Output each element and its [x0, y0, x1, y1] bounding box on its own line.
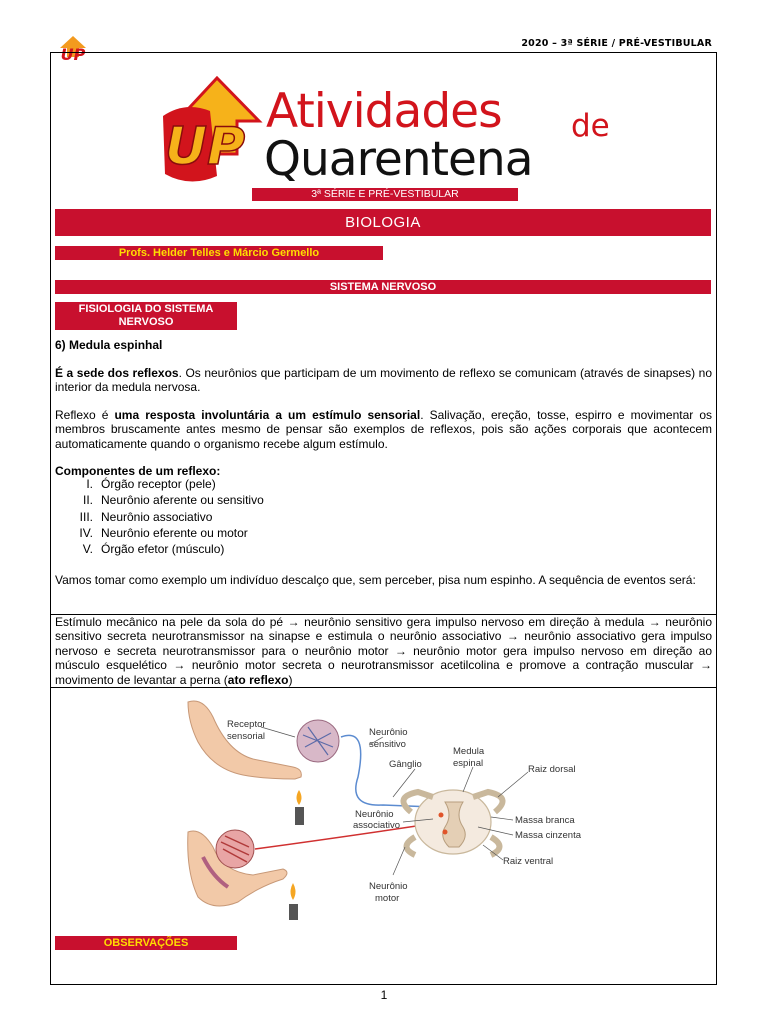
list-item-text: Órgão efetor (músculo): [101, 542, 225, 557]
list-item-text: Neurônio aferente ou sensitivo: [101, 493, 264, 508]
banner-title-line2: Quarentena: [264, 132, 533, 187]
page-number: 1: [380, 988, 388, 1002]
teachers-bar: Profs. Helder Telles e Márcio Germello: [55, 246, 383, 260]
list-item-text: Neurônio associativo: [101, 509, 213, 524]
label-associativo-line1: Neurônio: [355, 809, 394, 820]
banner-subtitle: 3ª SÉRIE E PRÉ-VESTIBULAR: [252, 188, 518, 201]
list-item: [55, 526, 264, 542]
label-sensitivo-line2: sensitivo: [369, 739, 406, 750]
label-motor-line1: Neurônio: [369, 881, 408, 892]
paragraph-reflex-definition: [55, 408, 712, 451]
label-raiz-dorsal: Raiz dorsal: [528, 764, 576, 775]
list-item-text: Neurônio eferente ou motor: [101, 525, 248, 540]
section-bar: FISIOLOGIA DO SISTEMA NERVOSO: [55, 302, 237, 330]
components-heading: Componentes de um reflexo:: [55, 464, 221, 478]
list-item-number: III.: [79, 509, 93, 524]
label-medula-line1: Medula: [453, 746, 485, 757]
label-receptor-line2: sensorial: [227, 731, 266, 742]
list-item-number: I.: [86, 477, 93, 491]
label-receptor-line1: Receptor: [227, 719, 266, 730]
paragraph-reflex-seat-rest: . Os neurônios que participam de um movimento de reflexo se comunicam (através de sinapses) no interior da medula nervosa.: [55, 366, 712, 395]
up-logo-small-text: UP: [60, 45, 86, 64]
label-ganglio: Gânglio: [389, 759, 422, 770]
paragraph-reflex-seat-bold: É a sede dos reflexos: [55, 366, 179, 380]
list-item-number: II.: [82, 493, 93, 508]
paragraph-reflex-definition-rest: . Salivação, ereção, tosse, espirro e movimentar os membros bruscamente antes mesmo de pensar são exemplos de reflexos, pois são ações corporais que acontecem automaticamente quando o organismo recebe algum estímulo.: [55, 408, 712, 451]
sequence-text: Estímulo mecânico na pele da sola do pé → neurônio sensitivo gera impulso nervoso em direção à medula → neurônio sensitivo secreta neurotransmissor na sinapse e estimula o neurônio associativo → neurônio associativo gera impulso nervoso e secreta neurotransmissor para o neurônio motor → neurônio motor gera impulso nervoso em direção ao músculo esquelético → neurônio motor secreta o neurotransmissor acetilcolina e promove a contração muscular → movimento de levantar a perna (: [55, 615, 712, 687]
up-logo: [155, 76, 265, 191]
list-item: [55, 493, 264, 509]
label-motor-line2: motor: [375, 893, 400, 904]
paragraph-reflex-seat: [55, 366, 712, 395]
list-item: [55, 542, 264, 558]
observations-bar: OBSERVAÇÕES: [55, 936, 237, 950]
paragraph-reflex-definition-start: Reflexo é: [55, 408, 115, 422]
list-item: [55, 510, 264, 526]
components-list: [55, 477, 264, 558]
question-heading: 6) Medula espinhal: [55, 338, 163, 352]
label-massa-cinzenta: Massa cinzenta: [515, 830, 582, 841]
topic-bar: SISTEMA NERVOSO: [55, 280, 711, 294]
label-medula-line2: espinal: [453, 758, 484, 769]
label-sensitivo-line1: Neurônio: [369, 727, 408, 738]
sequence-box-text: [55, 615, 712, 687]
divider-bottom: [50, 687, 717, 688]
paragraph-example: Vamos tomar como exemplo um indivíduo descalço que, sem perceber, pisa num espinho. A sequência de eventos será:: [55, 573, 696, 587]
paragraph-reflex-definition-bold: uma resposta involuntária a um estímulo sensorial: [114, 408, 421, 422]
list-item-number: IV.: [79, 525, 93, 540]
list-item-text: Órgão receptor (pele): [101, 477, 216, 491]
sequence-bold: ato reflexo: [227, 672, 289, 687]
subject-bar: BIOLOGIA: [55, 209, 711, 236]
banner-title-line1: Atividades: [266, 84, 502, 139]
list-item: [55, 477, 264, 493]
label-raiz-ventral: Raiz ventral: [503, 856, 554, 867]
reflex-arc-figure: [183, 697, 603, 922]
banner-title-de: de: [571, 108, 610, 144]
header-series: 2020 – 3ª SÉRIE / PRÉ-VESTIBULAR: [521, 38, 712, 49]
sequence-end: ): [288, 672, 293, 687]
label-massa-branca: Massa branca: [515, 815, 575, 826]
label-associativo-line2: associativo: [353, 820, 400, 831]
up-logo-text: UP: [164, 117, 246, 177]
list-item-number: V.: [82, 542, 93, 557]
